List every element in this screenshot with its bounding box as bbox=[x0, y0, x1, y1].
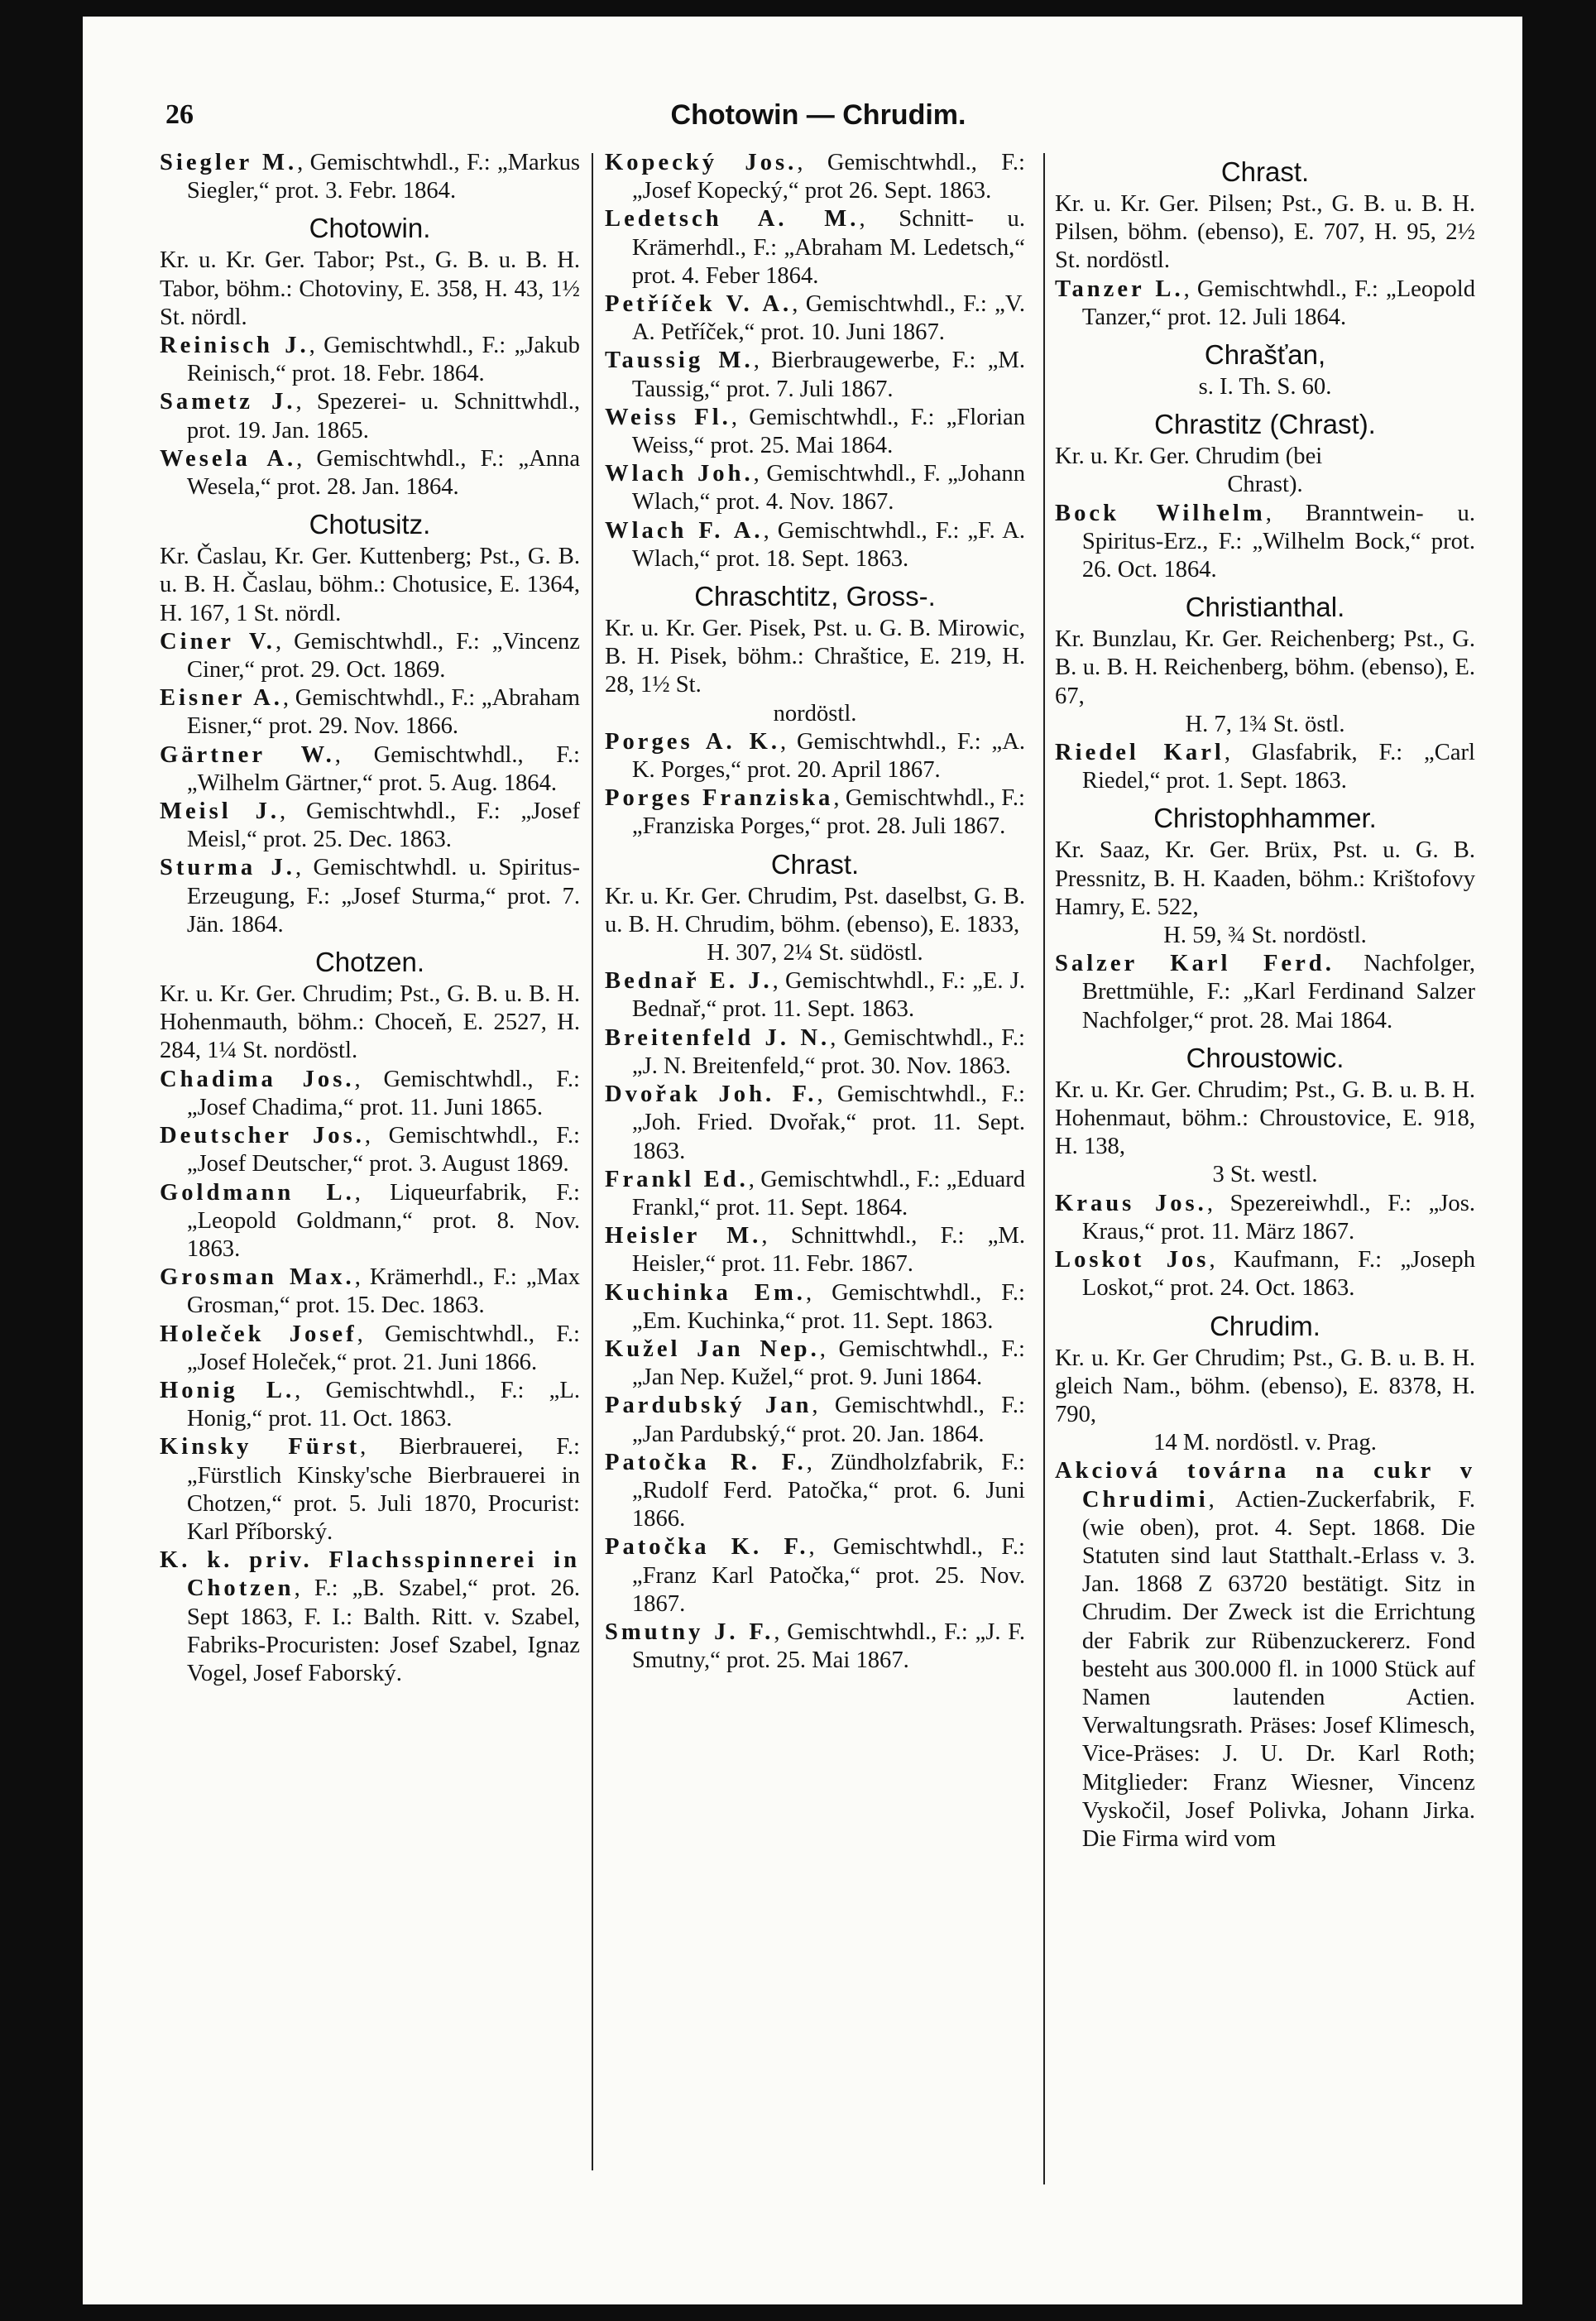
directory-entry bbox=[605, 1533, 1025, 1618]
entry-name: Gärtner W. bbox=[160, 741, 335, 768]
entry-details: , Krämerhdl., F.: „Max Grosman,“ prot. 15. Dec. 1863. bbox=[186, 1264, 580, 1319]
directory-entry bbox=[1055, 1246, 1475, 1302]
entry-name: Akciová továrna na cukr v Chrudimi bbox=[1055, 1458, 1475, 1513]
location-description bbox=[160, 543, 580, 628]
place-heading: Chotusitz. bbox=[309, 509, 431, 540]
directory-entry bbox=[605, 290, 1025, 347]
entry-name: Ciner V. bbox=[160, 628, 276, 655]
location-text-tail: nordöstl. bbox=[773, 700, 857, 727]
entry-details: , Gemischtwhdl., F.: „Joh. Fried. Dvořak,“ prot. 11. Sept. 1863. bbox=[631, 1081, 1025, 1164]
entry-name: Breitenfeld J. N. bbox=[605, 1024, 831, 1051]
entry-name: Porges Franziska bbox=[605, 785, 834, 812]
entry-name: Eisner A. bbox=[160, 685, 283, 712]
directory-entry bbox=[605, 1279, 1025, 1336]
directory-entry bbox=[160, 388, 580, 444]
entry-details: , Bierbraugewerbe, F.: „M. Taussig,“ prot. 7. Juli 1867. bbox=[631, 348, 1025, 402]
directory-entry bbox=[160, 1179, 580, 1264]
location-text: Kr. u. Kr. Ger. Chrudim; Pst., G. B. u. B. H. Hohenmaut, böhm.: Chroustovice, E. 918, H. 138, bbox=[1055, 1077, 1475, 1160]
directory-entry bbox=[605, 1222, 1025, 1278]
directory-entry bbox=[605, 1336, 1025, 1392]
running-title: Chotowin — Chrudim. bbox=[670, 99, 966, 131]
entry-details: , Spezereiwhdl., F.: „Jos. Kraus,“ prot. 11. März 1867. bbox=[1081, 1190, 1475, 1244]
location-description bbox=[1055, 190, 1475, 276]
location-text-tail: H. 307, 2¼ St. südöstl. bbox=[707, 940, 923, 966]
entry-name: Kopecký Jos. bbox=[605, 150, 798, 175]
place-heading: Chrast. bbox=[770, 848, 860, 880]
columns bbox=[160, 149, 1475, 2267]
entry-details: , Gemischtwhdl., F.: „F. A. Wlach,“ prot. 18. Sept. 1863. bbox=[631, 517, 1025, 572]
location-description bbox=[605, 883, 1025, 968]
location-description bbox=[1055, 443, 1475, 499]
directory-entry bbox=[1055, 1457, 1475, 1853]
directory-entry bbox=[160, 628, 580, 684]
directory-entry bbox=[605, 1618, 1025, 1675]
entry-details: , Gemischtwhdl., F.: „Josef Kopecký,“ prot 26. Sept. 1863. bbox=[631, 150, 1025, 204]
directory-entry bbox=[605, 347, 1025, 403]
entry-name: Salzer Karl Ferd. bbox=[1055, 951, 1335, 977]
entry-name: Taussig M. bbox=[605, 348, 754, 374]
place-heading: Chotowin. bbox=[309, 213, 431, 244]
location-text: Kr. u. Kr. Ger Chrudim; Pst., G. B. u. B. H. gleich Nam., böhm. (ebenso), E. 8378, H. 790, bbox=[1055, 1345, 1475, 1427]
entry-details: , Gemischtwhdl., F. „Johann Wlach,“ prot. 4. Nov. 1867. bbox=[631, 461, 1026, 516]
entry-name: Weiss Fl. bbox=[605, 404, 731, 430]
directory-entry bbox=[1055, 950, 1475, 1035]
entry-name: Wlach F. A. bbox=[605, 517, 764, 544]
location-text-tail: 14 M. nordöstl. v. Prag. bbox=[1153, 1430, 1377, 1456]
entry-name: Dvořak Joh. F. bbox=[605, 1081, 817, 1108]
directory-entry bbox=[605, 967, 1025, 1024]
entry-details: , Gemischtwhdl., F.: „Franziska Porges,“ prot. 28. Juli 1867. bbox=[631, 785, 1025, 840]
directory-entry bbox=[605, 1024, 1025, 1081]
entry-name: Riedel Karl bbox=[1055, 740, 1225, 766]
directory-entry bbox=[160, 1377, 580, 1433]
directory-entry bbox=[605, 784, 1025, 841]
directory-entry bbox=[160, 854, 580, 939]
entry-details: , Gemischtwhdl., F.: „Jan Nep. Kužel,“ prot. 9. Juni 1864. bbox=[631, 1336, 1025, 1391]
location-description bbox=[1055, 837, 1475, 950]
location-text-tail: Chrast). bbox=[1227, 472, 1303, 498]
directory-entry bbox=[1055, 276, 1475, 332]
entry-details: , Gemischtwhdl., F.: „Markus Siegler,“ prot. 3. Febr. 1864. bbox=[186, 150, 580, 204]
entry-details: Nachfolger, Brettmühle, F.: „Karl Ferdinand Salzer Nachfolger,“ prot. 28. Mai 1864. bbox=[1081, 951, 1475, 1033]
entry-name: Sametz J. bbox=[160, 389, 296, 415]
directory-entry bbox=[160, 1066, 580, 1122]
entry-details: , Gemischtwhdl., F.: „Jan Pardubský,“ prot. 20. Jan. 1864. bbox=[631, 1393, 1025, 1447]
entry-name: Pardubský Jan bbox=[605, 1393, 812, 1419]
directory-entry bbox=[605, 460, 1025, 516]
directory-entry bbox=[160, 741, 580, 798]
place-heading: Chotzen. bbox=[314, 947, 425, 978]
entry-name: Meisl J. bbox=[160, 798, 280, 825]
entry-details: , Actien-Zuckerfabrik, F. (wie oben), prot. 4. Sept. 1868. Die Statuten sind laut Statthalt.-Erlass v. 3. Jan. 1868 Z 63720 bestätigt. Sitz in Chrudim. Der Zweck ist die Errichtung der Fabrik zur Rübenzuckererz. Fond besteht aus 300.000 fl. in 1000 Stück auf Namen lautenden Actien. Verwaltungsrath. Präses: Josef Klimesch, Vice-Präses: J. U. Dr. Karl Roth; Mitglieder: Franz Wiesner, Vincenz Vyskočil, Josef Polivka, Johann Jirka. Die Firma wird vom bbox=[1081, 1486, 1475, 1852]
directory-entry bbox=[160, 798, 580, 854]
page-header bbox=[165, 99, 1471, 141]
place-heading: Christianthal. bbox=[1185, 592, 1345, 623]
entry-name: Kraus Jos. bbox=[1055, 1190, 1207, 1216]
entry-name: Kužel Jan Nep. bbox=[605, 1336, 820, 1362]
entry-details: , Gemischtwhdl., F.: „J. N. Breitenfeld,“ prot. 30. Nov. 1863. bbox=[631, 1024, 1025, 1079]
entry-details: , Branntwein- u. Spiritus-Erz., F.: „Wilhelm Bock,“ prot. 26. Oct. 1864. bbox=[1081, 500, 1475, 583]
column-2 bbox=[605, 149, 1025, 1675]
entry-details: , Liqueurfabrik, F.: „Leopold Goldmann,“ prot. 8. Nov. 1863. bbox=[186, 1179, 580, 1262]
column-divider-2 bbox=[1043, 153, 1045, 2184]
entry-name: Deutscher Jos. bbox=[160, 1123, 365, 1149]
directory-entry bbox=[605, 1392, 1025, 1448]
entry-details: , Gemischtwhdl., F.: „J. F. Smutny,“ prot. 25. Mai 1867. bbox=[631, 1618, 1026, 1674]
entry-details: , Gemischtwhdl., F.: „Josef Deutscher,“ prot. 3. August 1869. bbox=[186, 1123, 580, 1177]
entry-name: Chadima Jos. bbox=[160, 1066, 355, 1092]
location-text: Kr. u. Kr. Ger. Pisek, Pst. u. G. B. Mirowic, B. H. Pisek, böhm.: Chraštice, E. 219, H. 28, 1½ St. bbox=[605, 616, 1025, 698]
cross-reference: s. I. Th. S. 60. bbox=[1198, 374, 1332, 400]
directory-entry bbox=[605, 205, 1025, 290]
entry-details: , Gemischtwhdl., F.: „Eduard Frankl,“ prot. 11. Sept. 1864. bbox=[631, 1166, 1025, 1220]
location-text: Kr. u. Kr. Ger. Tabor; Pst., G. B. u. B. H. Tabor, böhm.: Chotoviny, E. 358, H. 43, 1½ St. nördl. bbox=[160, 247, 580, 330]
entry-details: , Gemischtwhdl., F.: „Josef Holeček,“ prot. 21. Juni 1866. bbox=[186, 1321, 580, 1375]
entry-name: K. k. priv. Flachsspinnerei in Chotzen bbox=[160, 1547, 580, 1602]
entry-details: , Gemischtwhdl., F.: „Florian Weiss,“ prot. 25. Mai 1864. bbox=[631, 404, 1025, 459]
directory-entry bbox=[605, 404, 1025, 460]
entry-name: Sturma J. bbox=[160, 855, 295, 881]
entry-details: , Spezerei- u. Schnittwhdl., prot. 19. Jan. 1865. bbox=[186, 389, 580, 444]
directory-entry bbox=[160, 1433, 580, 1547]
entry-name: Patočka R. F. bbox=[605, 1449, 807, 1475]
entry-name: Kuchinka Em. bbox=[605, 1279, 806, 1306]
entry-name: Goldmann L. bbox=[160, 1179, 355, 1206]
entry-name: Smutny J. F. bbox=[605, 1618, 774, 1645]
entry-name: Reinisch J. bbox=[160, 333, 309, 359]
entry-details: , Gemischtwhdl., F.: „V. A. Petříček,“ prot. 10. Juni 1867. bbox=[631, 291, 1025, 346]
location-description bbox=[605, 615, 1025, 728]
location-text: Kr. u. Kr. Ger. Pilsen; Pst., G. B. u. B. H. Pilsen, böhm. (ebenso), E. 707, H. 95, 2½ St. nordöstl. bbox=[1055, 191, 1475, 274]
entry-name: Frankl Ed. bbox=[605, 1166, 749, 1192]
entry-name: Ledetsch A. M. bbox=[605, 206, 860, 233]
entry-name: Kinsky Fürst bbox=[160, 1434, 361, 1460]
directory-entry bbox=[160, 1264, 580, 1320]
page-number: 26 bbox=[165, 99, 194, 130]
entry-details: , Gemischtwhdl., F.: „L. Honig,“ prot. 11. Oct. 1863. bbox=[186, 1377, 580, 1432]
entry-details: , Gemischtwhdl., F.: „Josef Meisl,“ prot. 25. Dec. 1863. bbox=[186, 798, 581, 853]
directory-entry bbox=[605, 1449, 1025, 1534]
place-heading: Chrastitz (Chrast). bbox=[1154, 409, 1376, 440]
entry-details: , Gemischtwhdl., F.: „Josef Chadima,“ prot. 11. Juni 1865. bbox=[186, 1066, 580, 1120]
place-heading: Chrudim. bbox=[1210, 1310, 1320, 1341]
location-text: Kr. Časlau, Kr. Ger. Kuttenberg; Pst., G. B. u. B. H. Časlau, böhm.: Chotusice, E. 1364, H. 167, 1 St. nördl. bbox=[160, 544, 580, 626]
entry-details: , Gemischtwhdl., F.: „Abraham Eisner,“ prot. 29. Nov. 1866. bbox=[186, 685, 580, 740]
entry-name: Porges A. K. bbox=[605, 728, 780, 755]
directory-entry bbox=[160, 445, 580, 501]
location-description bbox=[1055, 1077, 1475, 1190]
place-heading: Christophhammer. bbox=[1153, 803, 1377, 834]
entry-details: , Gemischtwhdl., F.: „Jakub Reinisch,“ prot. 18. Febr. 1864. bbox=[186, 333, 580, 387]
entry-details: , Glasfabrik, F.: „Carl Riedel,“ prot. 1. Sept. 1863. bbox=[1081, 740, 1475, 794]
entry-name: Tanzer L. bbox=[1055, 276, 1184, 302]
directory-entry bbox=[160, 1122, 580, 1178]
location-text-tail: 3 St. westl. bbox=[1212, 1162, 1318, 1188]
entry-details: , Gemischtwhdl., F.: „Vincenz Ciner,“ prot. 29. Oct. 1869. bbox=[186, 628, 580, 683]
location-description bbox=[1055, 1345, 1475, 1458]
location-description bbox=[160, 247, 580, 332]
entry-name: Honig L. bbox=[160, 1377, 295, 1403]
entry-details: , Gemischtwhdl., F.: „Anna Wesela,“ prot. 28. Jan. 1864. bbox=[186, 445, 581, 501]
entry-details: , Zündholzfabrik, F.: „Rudolf Ferd. Patočka,“ prot. 6. Juni 1866. bbox=[631, 1449, 1025, 1532]
entry-name: Holeček Josef bbox=[160, 1321, 357, 1347]
place-heading: Chrast. bbox=[1220, 156, 1310, 187]
directory-entry bbox=[605, 517, 1025, 573]
entry-details: , Gemischtwhdl., F.: „Franz Karl Patočka,“ prot. 25. Nov. 1867. bbox=[631, 1534, 1025, 1617]
location-text: Kr. u. Kr. Ger. Chrudim, Pst. daselbst, G. B. u. B. H. Chrudim, böhm. (ebenso), E. 1833, bbox=[605, 883, 1025, 938]
directory-entry bbox=[160, 1547, 580, 1688]
entry-name: Wesela A. bbox=[160, 445, 297, 472]
entry-details: , Gemischtwhdl., F.: „A. K. Porges,“ prot. 20. April 1867. bbox=[631, 728, 1025, 784]
entry-details: , Bierbrauerei, F.: „Fürstlich Kinsky'sche Bierbrauerei in Chotzen,“ prot. 5. Juli 1870, Procurist: Karl Příborský. bbox=[186, 1434, 580, 1545]
directory-entry bbox=[605, 149, 1025, 205]
directory-entry bbox=[160, 149, 580, 205]
entry-details: , Gemischtwhdl., F.: „Wilhelm Gärtner,“ prot. 5. Aug. 1864. bbox=[186, 741, 580, 796]
entry-name: Bock Wilhelm bbox=[1055, 500, 1266, 526]
entry-details: , Schnitt- u. Krämerhdl., F.: „Abraham M. Ledetsch,“ prot. 4. Feber 1864. bbox=[631, 206, 1025, 289]
entry-details: , Gemischtwhdl., F.: „Leopold Tanzer,“ prot. 12. Juli 1864. bbox=[1081, 276, 1475, 330]
column-3 bbox=[1055, 149, 1475, 1853]
directory-entry bbox=[1055, 500, 1475, 585]
location-description bbox=[1055, 626, 1475, 739]
entry-details: , F.: „B. Szabel,“ prot. 26. Sept 1863, F. I.: Balth. Ritt. v. Szabel, Fabriks-Procuristen: Josef Szabel, Ignaz Vogel, Josef Faborský. bbox=[186, 1575, 580, 1686]
entry-name: Bednař E. J. bbox=[605, 968, 773, 995]
directory-entry bbox=[160, 1321, 580, 1377]
entry-name: Grosman Max. bbox=[160, 1264, 355, 1291]
column-1 bbox=[160, 149, 580, 1688]
directory-entry bbox=[605, 1081, 1025, 1166]
directory-entry bbox=[160, 332, 580, 388]
location-text: Kr. Saaz, Kr. Ger. Brüx, Pst. u. G. B. Pressnitz, B. H. Kaaden, böhm.: Krištofovy Hamry, E. 522, bbox=[1055, 837, 1475, 920]
location-description bbox=[160, 981, 580, 1066]
location-text: Kr. Bunzlau, Kr. Ger. Reichenberg; Pst., G. B. u. B. H. Reichenberg, böhm. (ebenso), E. 67, bbox=[1055, 626, 1475, 709]
entry-name: Petříček V. A. bbox=[605, 291, 793, 318]
entry-details: , Schnittwhdl., F.: „M. Heisler,“ prot. 11. Febr. 1867. bbox=[631, 1223, 1025, 1278]
entry-name: Loskot Jos bbox=[1055, 1247, 1210, 1273]
column-divider-1 bbox=[592, 153, 593, 2170]
directory-entry bbox=[605, 1166, 1025, 1222]
entry-name: Heisler M. bbox=[605, 1223, 762, 1249]
location-text: Kr. u. Kr. Ger. Chrudim (bei bbox=[1055, 444, 1323, 470]
location-text-tail: H. 7, 1¾ St. östl. bbox=[1185, 711, 1345, 737]
directory-entry bbox=[160, 684, 580, 741]
location-text: Kr. u. Kr. Ger. Chrudim; Pst., G. B. u. B. H. Hohenmauth, böhm.: Choceň, E. 2527, H. 284, 1¼ St. nordöstl. bbox=[160, 981, 580, 1064]
location-text-tail: H. 59, ¾ St. nordöstl. bbox=[1163, 923, 1367, 949]
place-heading: Chroustowic. bbox=[1186, 1042, 1344, 1073]
place-heading: Chrašťan, bbox=[1204, 339, 1326, 371]
entry-name: Siegler M. bbox=[160, 150, 298, 175]
entry-details: , Gemischtwhdl., F.: „Em. Kuchinka,“ prot. 11. Sept. 1863. bbox=[631, 1279, 1025, 1334]
directory-entry bbox=[1055, 739, 1475, 795]
entry-name: Patočka K. F. bbox=[605, 1534, 809, 1561]
book-page bbox=[83, 17, 1522, 2304]
entry-details: , Kaufmann, F.: „Joseph Loskot,“ prot. 24. Oct. 1863. bbox=[1081, 1247, 1475, 1302]
directory-entry bbox=[605, 728, 1025, 784]
entry-details: , Gemischtwhdl. u. Spiritus-Erzeugung, F.: „Josef Sturma,“ prot. 7. Jän. 1864. bbox=[186, 855, 581, 938]
directory-entry bbox=[1055, 1190, 1475, 1246]
entry-name: Wlach Joh. bbox=[605, 461, 754, 487]
place-heading: Chraschtitz, Gross-. bbox=[694, 581, 936, 612]
entry-details: , Gemischtwhdl., F.: „E. J. Bednař,“ prot. 11. Sept. 1863. bbox=[631, 968, 1025, 1023]
